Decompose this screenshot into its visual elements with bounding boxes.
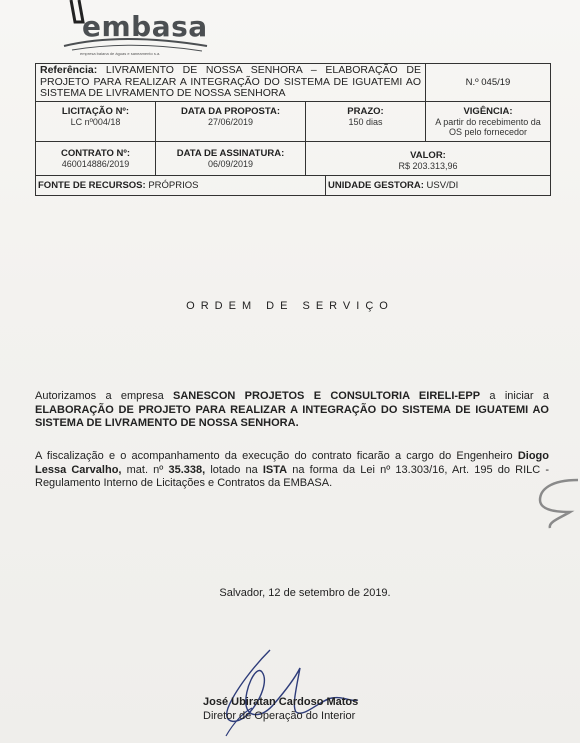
- logo-word: embasa: [82, 10, 208, 43]
- prazo-value: 150 dias: [348, 116, 383, 127]
- contrato-label: CONTRATO Nº:: [60, 147, 131, 159]
- signatory-name: José Ubiratan Cardoso Matos: [203, 696, 359, 708]
- date-line: Salvador, 12 de setembro de 2019.: [219, 587, 391, 599]
- data-assinatura-label: DATA DE ASSINATURA:: [176, 147, 285, 159]
- unidade-value: USV/DI: [426, 179, 459, 191]
- contrato-value: 460014886/2019: [61, 158, 130, 169]
- reference-text: LIVRAMENTO DE NOSSA SENHORA – ELABORAÇÃO DE PROJETO PARA REALIZAR A INTEGRAÇÃO DO SISTEMA DE IGUATEMI AO SISTEMA DE LIVRAMENTO DE NOSSA SENHORA: [40, 64, 421, 99]
- licitacao-label: LICITAÇÃO Nº:: [61, 105, 130, 117]
- fonte-value: PRÓPRIOS: [148, 179, 199, 191]
- p2-text-d: na forma da Lei nº 13.303/16, Art. 195 do RILC - Regulamento Interno de Licitações e Contratos da EMBASA.: [35, 463, 550, 489]
- os-number: N.º 045/19: [465, 76, 511, 88]
- paperclip-icon: [520, 470, 580, 540]
- unit-ista: ISTA: [262, 463, 288, 476]
- registration-number: 35.338,: [168, 463, 206, 476]
- engineer-name: Diogo Lessa Carvalho,: [35, 450, 549, 476]
- company-name: SANESCON PROJETOS E CONSULTORIA EIRELI-EPP: [173, 390, 481, 402]
- service-object: ELABORAÇÃO DE PROJETO PARA REALIZAR A INTEGRAÇÃO DO SISTEMA DE IGUATEMI AO SISTEMA DE LIVRAMENTO DE NOSSA SENHORA.: [35, 403, 549, 429]
- vigencia-label: VIGÊNCIA:: [463, 105, 513, 117]
- document-title: ORDEM DE SERVIÇO: [186, 300, 394, 312]
- data-proposta-value: 27/06/2019: [207, 116, 254, 127]
- reference-label: Referência:: [40, 64, 98, 76]
- p2-text-b: mat. nº: [121, 463, 169, 476]
- data-assinatura-value: 06/09/2019: [207, 158, 254, 169]
- p1-text-a: Autorizamos a empresa: [35, 390, 174, 402]
- prazo-label: PRAZO:: [347, 105, 384, 117]
- unidade-label: UNIDADE GESTORA:: [328, 179, 424, 191]
- p2-text-c: lotado na: [205, 463, 263, 476]
- vigencia-value: A partir do recebimento da OS pelo fornecedor: [435, 116, 541, 137]
- fonte-label: FONTE DE RECURSOS:: [38, 179, 146, 191]
- valor-value: R$ 203.313,96: [398, 160, 458, 171]
- p2-text-a: A fiscalização e o acompanhamento da execução do contrato ficarão a cargo do Engenheiro: [35, 450, 518, 462]
- logo-subtitle: empresa baiana de águas e saneamento s.a.: [80, 51, 161, 56]
- valor-label: VALOR:: [410, 149, 446, 161]
- data-proposta-label: DATA DA PROPOSTA:: [180, 105, 281, 117]
- signatory-role: Diretor de Operação do Interior: [203, 710, 356, 722]
- licitacao-value: LC nº004/18: [70, 116, 121, 127]
- p1-text-b: a iniciar a: [480, 390, 549, 402]
